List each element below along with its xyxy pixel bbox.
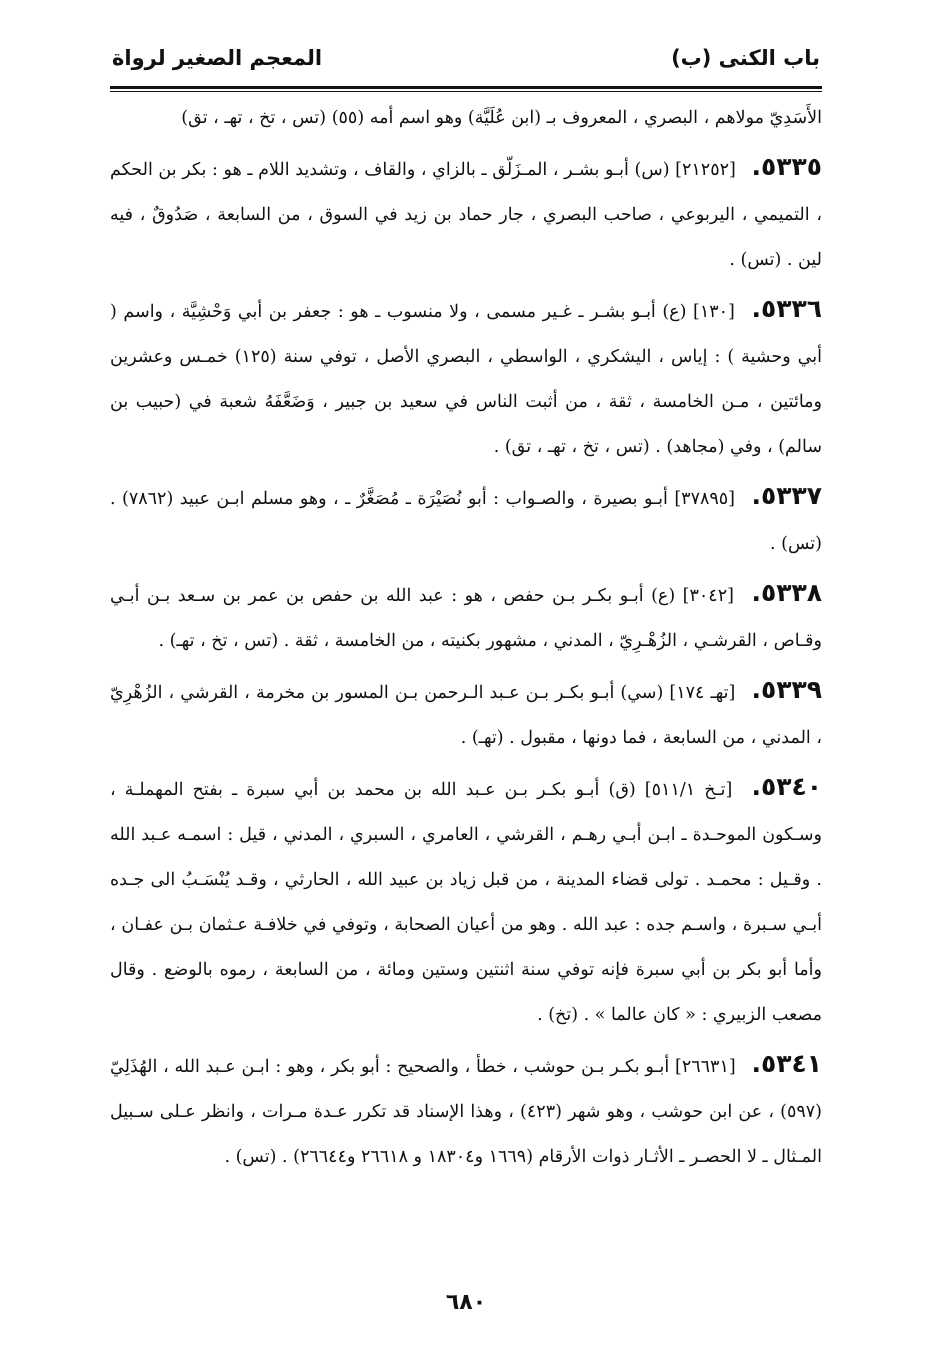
entry-number: ٥٣٤٠. xyxy=(751,772,822,801)
page-number: ٦٨٠ xyxy=(445,1290,487,1315)
header-rule xyxy=(110,86,822,89)
entry-5337 xyxy=(110,473,822,567)
entry-text: [٢٦٦٣١] أبـو بكـر بـن حوشب ، خطأ ، والصحيح : أبو بكر ، وهو : ابـن عـبد الله ، الهُذَلِيّ (٥٩٧) ، عن ابن حوشب ، وهو شهر (٤٢٣) ، وهذا الإسناد قد تكرر عـدة مـرات ، وانظر عـلى سـبيل المـثال ـ لا الحصـر ـ الأثـار ذوات الأرقام (١٦٦٩ و١٨٣٠٤ و ٢٦٦١٨ و٢٦٦٤٤) . (تس) . xyxy=(110,1057,822,1167)
entry-text: [٣٧٨٩٥] أبـو بصيرة ، والصـواب : أبو نُصَيْرَة ـ مُصَغَّرٌ ـ ، وهو مسلم ابـن عبيد (٧٨٦٢) . (تس) . xyxy=(110,489,822,554)
entry-continuation xyxy=(110,96,822,141)
entry-number: ٥٣٣٩. xyxy=(751,675,822,704)
entry-text: [٢١٢٥٢] (س) أبـو بشـر ، المـزَلّق ـ بالزاي ، والقاف ، وتشديد اللام ـ هو : بكر بن الحكم ، التميمي ، اليربوعي ، صاحب البصري ، جار حماد بن زيد في السوق ، من السابعة ، صَدُوقٌ ، فيه لين . (تس) . xyxy=(110,160,822,270)
book-title: المعجم الصغير لرواة xyxy=(112,46,323,70)
entry-text: [٣٠٤٢] (ع) أبـو بكـر بـن حفص ، هو : عبد الله بن حفص بن عمر بن سـعد بـن أبـي وقـاص ، القرشـي ، الزُهْـرِيّ ، المدني ، مشهور بكنيته ، من الخامسة ، ثقة . (تس ، تخ ، تهـ) . xyxy=(110,586,822,651)
entry-number: ٥٣٣٥. xyxy=(751,152,822,181)
page-header xyxy=(112,38,820,78)
entry-text: [تـخ ٥١١/١] (ق) أبـو بكـر بـن عـبد الله بن محمد بن أبي سبرة ـ بفتح المهملـة ، وسـكون الموحـدة ـ ابـن أبـي رهـم ، القرشي ، العامري ، السبري ، المدني ، قيل : اسمـه عـبد الله . وقـيل : محمـد . تولى قضاء المدينة ، من قبل زياد بن عبيد الله ، الحارثي ، وقـد يُنْسَـبُ الى جـده أبـي سـبرة ، واسـم جده : عبد الله . وهو من أعيان الصحابة ، وتوفي في خلافـة عـثمان بـن عفـان ، وأما أبو بكر بن أبي سبرة فإنه توفي سنة اثنتين وستين ومائة ، من السابعة ، رموه بالوضع . وقال مصعب الزبيري : « كان عالما » . (تخ) . xyxy=(110,780,822,1025)
page-body xyxy=(110,96,822,1183)
entry-text: [تهـ ١٧٤] (سي) أبـو بكـر بـن عـبد الـرحمن بـن المسور بن مخرمة ، القرشي ، الزُهْرِيّ ، المدني ، من السابعة ، فما دونها ، مقبول . (تهـ) . xyxy=(110,683,822,748)
entry-5336 xyxy=(110,286,822,470)
entry-5341 xyxy=(110,1041,822,1180)
entry-5339 xyxy=(110,667,822,761)
entry-number: ٥٣٣٧. xyxy=(751,481,822,510)
entry-number: ٥٣٣٨. xyxy=(751,578,822,607)
entry-number: ٥٣٣٦. xyxy=(751,294,822,323)
entry-5335 xyxy=(110,144,822,283)
entry-5340 xyxy=(110,764,822,1038)
chapter-title: باب الكنى (ب) xyxy=(671,46,820,70)
entry-text: [١٣٠] (ع) أبـو بشـر ـ غـير مسمى ، ولا منسوب ـ هو : جعفر بن أبي وَحْشِيَّة ، واسم ( أبي وحشية ) : إياس ، اليشكري ، الواسطي ، البصري الأصل ، توفي سنة (١٢٥) خمـس وعشرين ومائتين ، مـن الخامسة ، ثقة ، من أثبت الناس في سعيد بن جبير ، وَضَعَّفَهُ شعبة في (حبيب بن سالم) ، وفي (مجاهد) . (تس ، تخ ، تهـ ، تق) . xyxy=(110,302,823,457)
entry-number: ٥٣٤١. xyxy=(751,1049,822,1078)
entry-5338 xyxy=(110,570,822,664)
entry-text: الأَسَدِيّ مولاهم ، البصري ، المعروف بـ (ابن عُلَيَّة) وهو اسم أمه (٥٥) (تس ، تخ ، تهـ ، تق) xyxy=(181,108,822,128)
header-rule-thin xyxy=(110,91,822,92)
